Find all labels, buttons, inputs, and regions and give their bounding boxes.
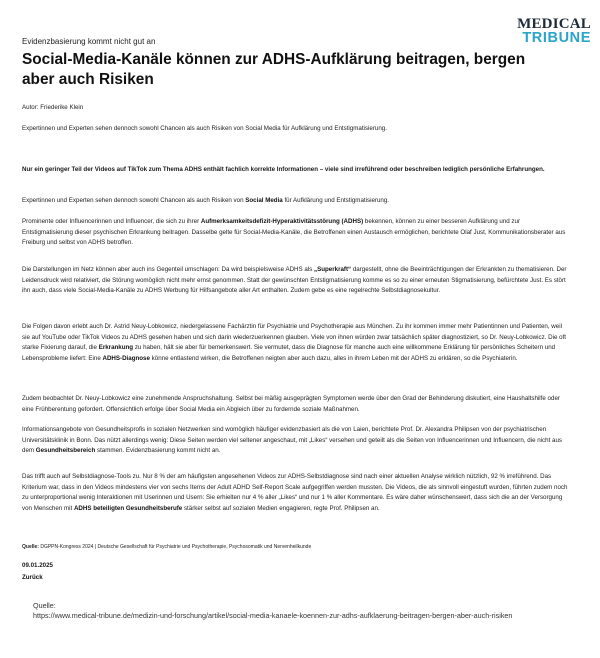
paragraph-4: Die Folgen davon erlebt auch Dr. Astrid Neuy-Lobkowicz, niedergelassene Fachärztin für Psychiatrie und Psychotherapie aus München. Zu ihr kommen immer mehr Patientinnen und Patienten, weil sie auf YouTube oder TikTok Videos zu ADHS gesehen haben und sich darin wiederzuerkennen glauben. Viele von ihnen würden zwar tatsächlich später diagnostiziert, so Dr. Neuy-Lobkowicz. Die oft starke Fixierung darauf, die Erkrankung zu haben, hält sie aber für bemerkenswert. Sie vermutet, dass die Diagnose für manche auch eine willkommene Erklärung für persönliches Scheitern und Lebensprobleme liefert: Eine ADHS-Diagnose könne entlastend wirken, die Betroffenen neigten aber auch dazu, alles in ihrem Leben mit der ADHS zu erklären, so die Psychiaterin. [22,323,567,363]
paragraph-7: Das trifft auch auf Selbstdiagnose-Tools zu. Nur 8 % der am häufigsten angesehenen Videos zur ADHS-Selbstdiagnose sind nach einer aktuellen Analyse wirklich nützlich, 92 % irreführend. Das Kriterium war, dass in den Videos mindestens vier von sechs Items der Adult ADHD Self-Report Scale aufgegriffen werden mussten. Die Videos, die als sinnvoll eingestuft wurden, führten zudem noch zu unterproportional wenig Interaktionen mit Userinnen und Usern: Sie erhielten nur 4 % aller „Likes“ und nur 1 % aller Kommentare. Es wäre daher wünschenswert, dass sich die an der Versorgung von Menschen mit ADHS beteiligten Gesundheitsberufe stärker selbst auf sozialen Medien engagieren, regte Prof. Philipsen an. [22,473,568,513]
source-footer [33,601,573,621]
link-erkrankung[interactable]: Erkrankung [98,344,134,352]
publication-date: 09.01.2025 [22,562,53,569]
article-kicker: Evidenzbasierung kommt nicht gut an [22,37,156,46]
link-social-media[interactable]: Social Media [245,197,283,204]
source-footer-label: Quelle: [33,601,56,610]
link-gesundheitsbereich[interactable]: Gesundheitsbereich [35,447,96,455]
article-lead: Nur ein geringer Teil der Videos auf TikTok zum Thema ADHS enthält fachlich korrekte Informationen – viele sind irreführend oder beschreiben lediglich persönliche Erfahrungen. [22,166,545,173]
paragraph-2: Prominente oder Influencerinnen und Influencer, die sich zu ihrer Aufmerksamkeitsdefizit-Hyperaktivitätsstörung (ADHS) bekennen, können zu einer besseren Aufklärung und zur Entstigmatisierung dieser psychischen Erkrankung beitragen. Dasselbe gelte für Social-Media-Kanäle, die Betroffenen einen Austausch ermöglichen, berichtete Olaf Just, Kommunikationsberater aus Freiburg und selbst von ADHS betroffen. [22,218,566,247]
medical-tribune-logo[interactable] [513,17,591,46]
article-author: Autor: Friederike Klein [22,104,84,111]
logo-line-medical: MEDICAL [517,16,591,32]
paragraph-5: Zudem beobachtet Dr. Neuy-Lobkowicz eine zunehmende Anspruchshaltung. Selbst bei mäßig ausgeprägten Symptomen werde über den Grad der Behinderung diskutiert, eine Haushaltshilfe oder eine Frühberentung gefordert. Offensichtlich erfolge über Social Media ein Abgleich über zu fordernde soziale Maßnahmen. [22,395,560,413]
superkraft-emphasis: „Superkraft“ [314,266,352,273]
logo-line-tribune: TRIBUNE [522,30,591,46]
link-adhs-diagnose[interactable]: ADHS-Diagnose [102,355,150,363]
link-gesundheitsberufe[interactable]: ADHS beteiligten Gesundheitsberufe [73,505,183,513]
article-title: Social-Media-Kanäle können zur ADHS-Aufklärung beitragen, bergen aber auch Risiken [22,51,526,88]
source-footer-url: https://www.medical-tribune.de/medizin-und-forschung/artikel/social-media-kanaele-koennen-zur-adhs-aufklaerung-beitragen-bergen-aber-auch-risiken [33,611,513,620]
back-link[interactable]: Zurück [22,574,43,581]
article-intro: Expertinnen und Experten sehen dennoch sowohl Chancen als auch Risiken von Social Media für Aufklärung und Entstigmatisierung. [22,125,387,132]
paragraph-3: Die Darstellungen im Netz können aber auch ins Gegenteil umschlagen: Da wird beispielsweise ADHS als „Superkraft“ dargestellt, ohne die Beeinträchtigungen der Erkrankten zu thematisieren. Der Leidensdruck wird relativiert, die Störung womöglich nicht mehr ernst genommen. Statt der gewünschten Entstigmatisierung komme es so zu einer erneuten Stigmatisierung, befürchtete Just. Es stört ihn auch, dass viele Social-Media-Kanäle zu ADHS Werbung für Hilfsangebote aller Art enthalten. Zudem gebe es eine regelrechte Selbstdiagnosekultur. [22,266,567,295]
paragraph-1: Expertinnen und Experten sehen dennoch sowohl Chancen als auch Risiken von Social Media für Aufklärung und Entstigmatisierung. [22,197,390,204]
article-sources: Quelle: DGPPN-Kongress 2024 | Deutsche Gesellschaft für Psychiatrie und Psychotherapie, Psychosomatik und Nervenheilkunde [22,544,312,550]
link-adhs[interactable]: Aufmerksamkeitsdefizit-Hyperaktivitätsstörung (ADHS) [200,218,364,225]
paragraph-6: Informationsangebote von Gesundheitsprofis in sozialen Netzwerken sind womöglich häufiger evidenzbasiert als die von Laien, berichtete Prof. Dr. Alexandra Philipsen von der psychiatrischen Universitätsklinik in Bonn. Das nützt allerdings wenig: Diese Seiten werden viel seltener angeschaut, mit „Likes“ versehen und geteilt als die Seiten von Influencerinnen und Influencern, die nicht aus dem Gesundheitsbereich stammen. Evidenzbasierung kommt nicht an. [22,426,562,455]
